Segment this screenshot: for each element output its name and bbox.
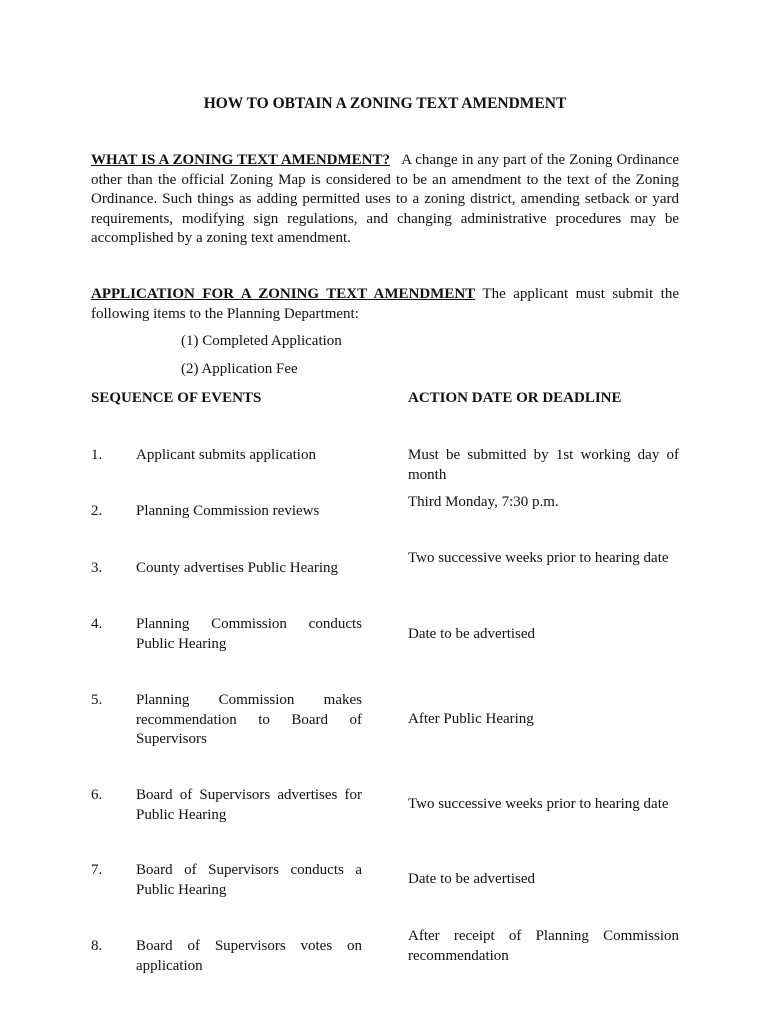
what-is-heading: WHAT IS A ZONING TEXT AMENDMENT? <box>91 152 390 168</box>
row-event: Planning Commission makes recommendation to Board of Supervisors <box>136 692 362 747</box>
row-deadline: Two successive weeks prior to hearing date <box>408 550 669 566</box>
row-number: 6. <box>91 787 103 803</box>
what-is-paragraph <box>91 151 679 249</box>
row-event: Board of Supervisors conducts a Public Hearing <box>136 862 362 898</box>
row-number: 2. <box>91 503 103 519</box>
row-number: 5. <box>91 692 103 708</box>
row-deadline: Third Monday, 7:30 p.m. <box>408 494 559 510</box>
row-event: Planning Commission reviews <box>136 503 320 519</box>
application-heading: APPLICATION FOR A ZONING TEXT AMENDMENT <box>91 286 476 302</box>
row-event: Applicant submits application <box>136 447 316 463</box>
row-event: Board of Supervisors advertises for Public Hearing <box>136 787 362 823</box>
row-deadline: Date to be advertised <box>408 871 536 887</box>
row-deadline: Two successive weeks prior to hearing date <box>408 796 669 812</box>
application-text: The applicant must submit the following items to the Planning Department: <box>91 286 680 322</box>
row-deadline: Must be submitted by 1st working day of month <box>408 447 679 483</box>
row-event: Board of Supervisors votes on application <box>136 938 362 974</box>
sequence-header: SEQUENCE OF EVENTS <box>91 390 262 406</box>
row-number: 3. <box>91 560 103 576</box>
application-items-list <box>181 332 342 388</box>
action-header: ACTION DATE OR DEADLINE <box>408 390 622 406</box>
row-deadline: After Public Hearing <box>408 711 534 727</box>
row-deadline: Date to be advertised <box>408 626 536 642</box>
row-number: 4. <box>91 616 103 632</box>
page-title: HOW TO OBTAIN A ZONING TEXT AMENDMENT <box>203 95 567 112</box>
row-event: County advertises Public Hearing <box>136 560 339 576</box>
list-item: (1) Completed Application <box>181 333 342 349</box>
row-deadline: After receipt of Planning Commission recommendation <box>408 928 679 964</box>
application-paragraph <box>91 285 679 324</box>
row-event: Planning Commission conducts Public Hearing <box>136 616 362 652</box>
list-item: (2) Application Fee <box>181 361 298 377</box>
row-number: 8. <box>91 938 103 954</box>
row-number: 1. <box>91 447 103 463</box>
what-is-text: A change in any part of the Zoning Ordinance other than the official Zoning Map is considered to be an amendment to the text of the Zoning Ordinance. Such things as adding permitted uses to a zoning district, amending setback or yard requirements, modifying sign regulations, and changing administrative procedures may be accomplished by a zoning text amendment. <box>91 152 679 246</box>
row-number: 7. <box>91 862 103 878</box>
